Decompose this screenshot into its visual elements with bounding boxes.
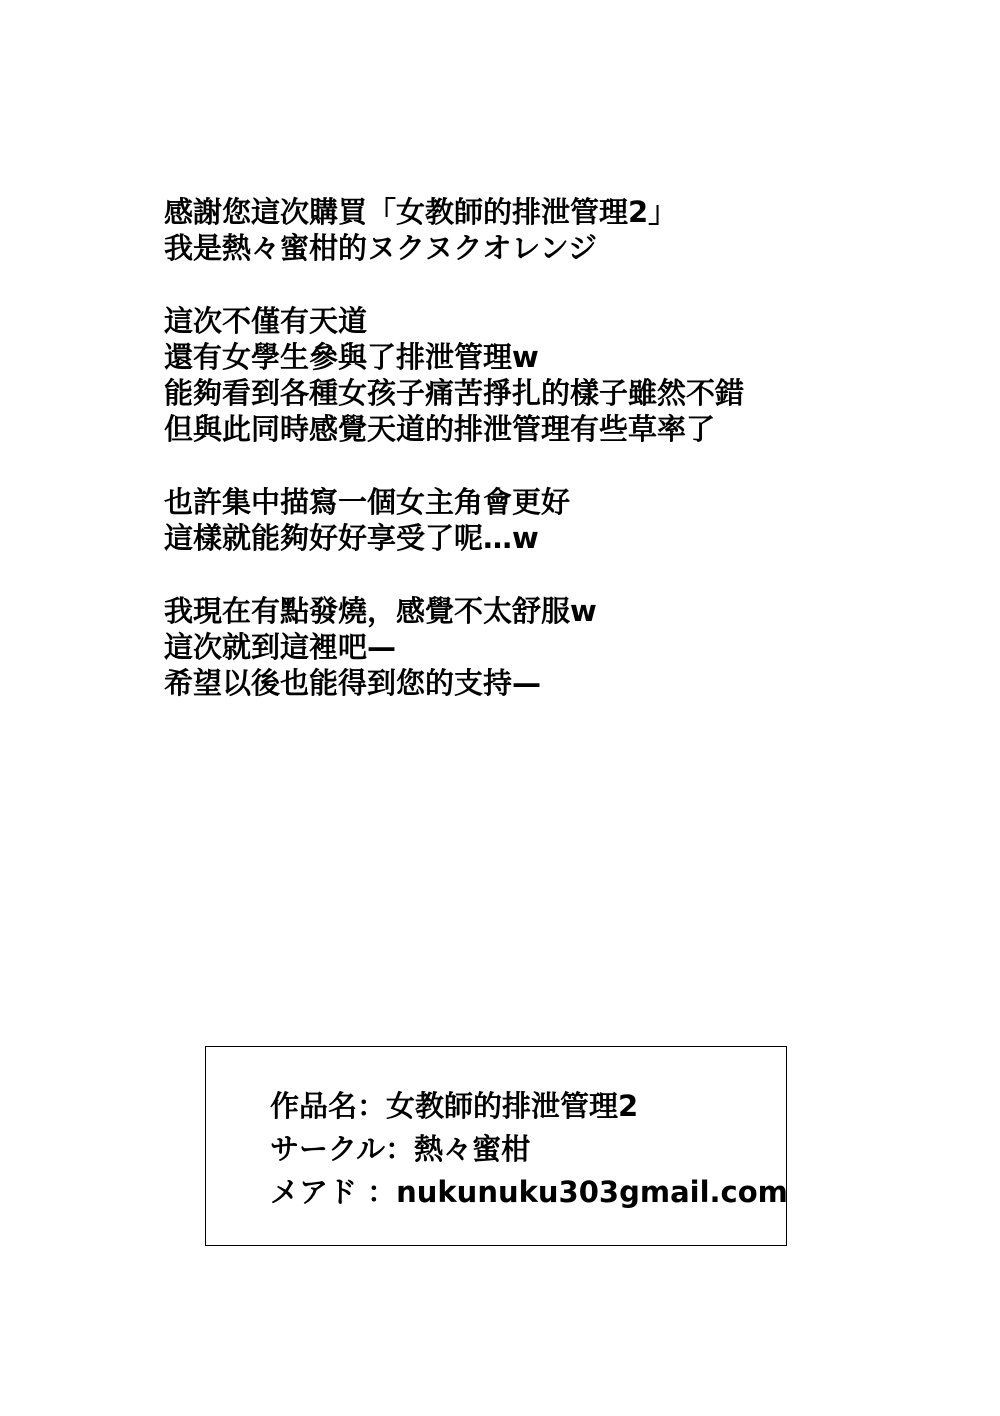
credits-title-row (270, 1085, 788, 1128)
credits-box (205, 1046, 787, 1246)
text-line: 這樣就能夠好好享受了呢…w (164, 521, 539, 555)
text-line: 但與此同時感覺天道的排泄管理有些草率了 (164, 412, 716, 446)
text-line: 也許集中描寫一個女主角會更好 (164, 485, 571, 519)
paragraph-content (164, 303, 964, 447)
text-line: 希望以後也能得到您的支持— (164, 666, 542, 700)
afterword-text (164, 194, 964, 738)
paragraph-reflection (164, 484, 964, 556)
credits-circle-row (270, 1128, 788, 1171)
title-value: 女教師的排泄管理2 (386, 1089, 639, 1123)
circle-value: 熱々蜜柑 (414, 1132, 531, 1166)
paragraph-closing (164, 593, 964, 701)
text-line: 還有女學生參與了排泄管理w (164, 340, 539, 374)
text-line: 我是熱々蜜柑的ヌクヌクオレンジ (164, 231, 597, 265)
paragraph-greeting (164, 194, 964, 266)
text-line: 感謝您這次購買「女教師的排泄管理2」 (164, 195, 678, 229)
email-label: メアド ： (270, 1175, 397, 1209)
email-value: nukunuku303gmail.com (396, 1175, 788, 1209)
credits-lines (270, 1085, 788, 1214)
circle-label: サークル： (270, 1132, 415, 1166)
title-label: 作品名： (270, 1089, 387, 1123)
credits-email-row (270, 1171, 788, 1214)
text-line: 我現在有點發燒，感覺不太舒服w (164, 594, 597, 628)
text-line: 能夠看到各種女孩子痛苦掙扎的樣子雖然不錯 (164, 376, 745, 410)
text-line: 這次就到這裡吧— (164, 630, 397, 664)
text-line: 這次不僅有天道 (164, 304, 368, 338)
